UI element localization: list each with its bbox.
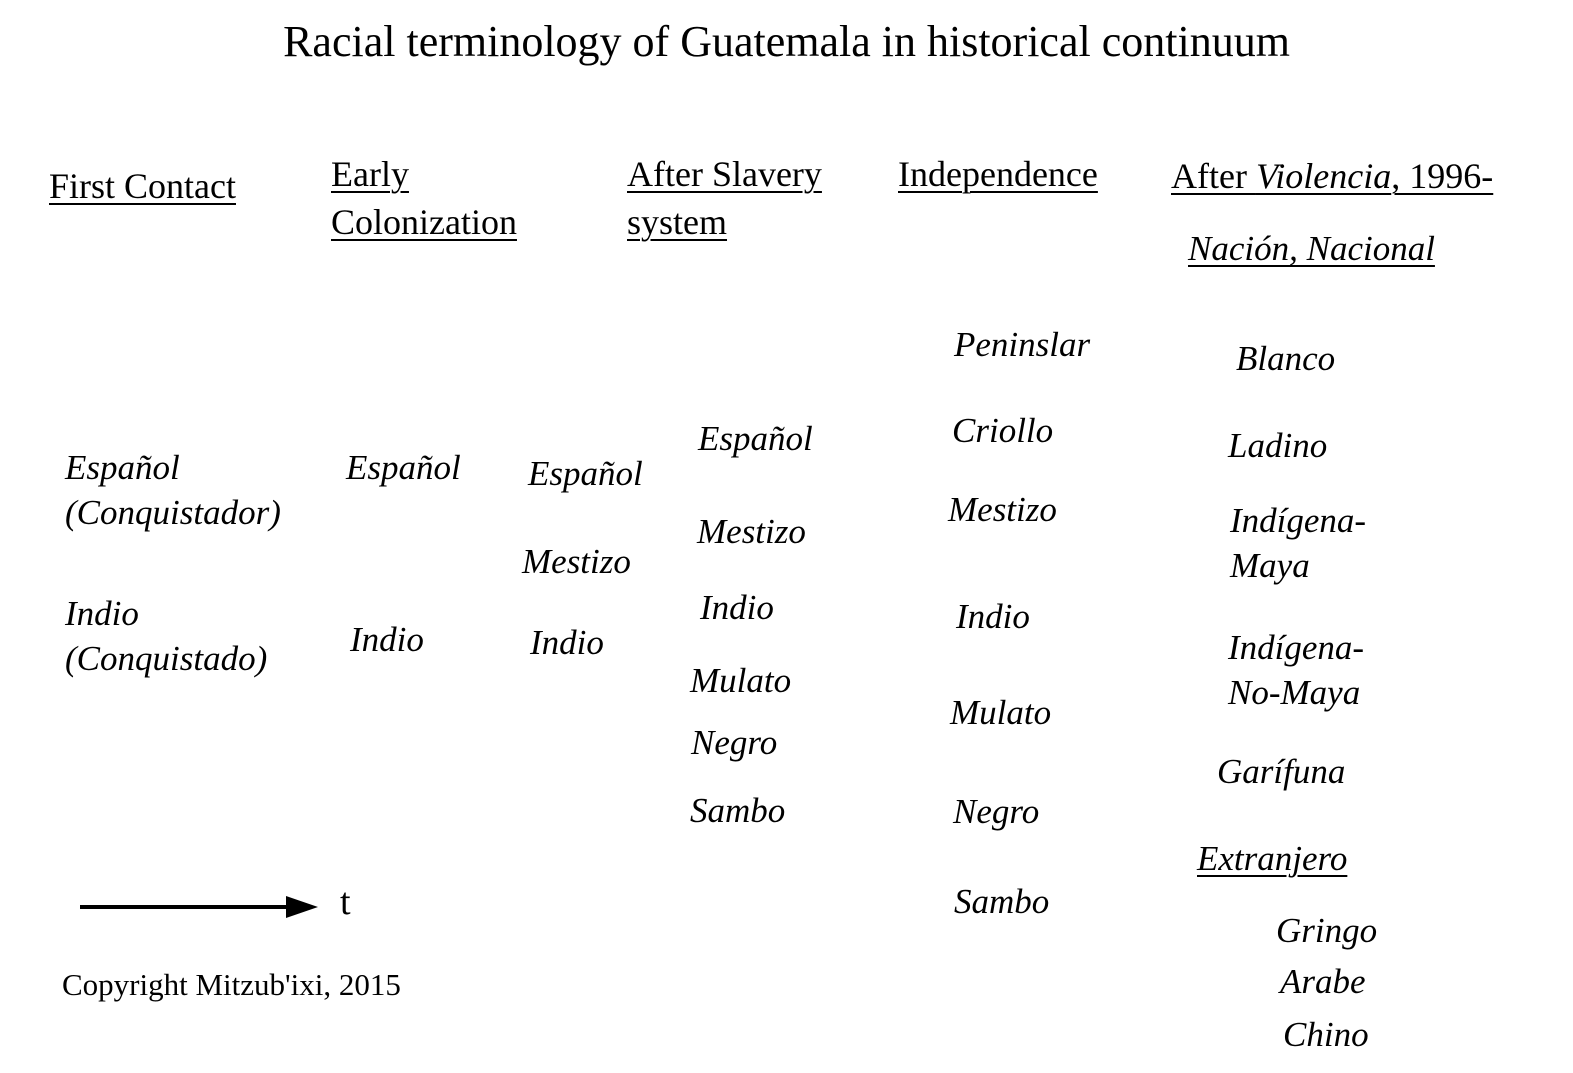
time-axis-label: t xyxy=(340,881,351,923)
header-independence: Independence xyxy=(898,154,1098,194)
subheader-extranjero: Extranjero xyxy=(1197,839,1348,878)
subheader-nacion: Nación, Nacional xyxy=(1188,229,1435,268)
header-after-slavery-line2: system xyxy=(627,202,728,242)
term-criollo: Criollo xyxy=(952,411,1054,450)
header-first-contact: First Contact xyxy=(49,166,236,206)
term-indio: Indio xyxy=(530,623,604,662)
term-indigena-no-maya xyxy=(1228,625,1364,715)
header-after-slavery-line1: After Slavery xyxy=(627,154,822,194)
term-mulato: Mulato xyxy=(950,693,1052,732)
term-line: Indígena- xyxy=(1230,501,1367,540)
term-indio-conquistado xyxy=(65,591,267,681)
term-chino: Chino xyxy=(1283,1015,1369,1054)
header-after-slavery xyxy=(627,150,822,246)
term-ladino: Ladino xyxy=(1228,426,1328,465)
term-blanco: Blanco xyxy=(1236,339,1336,378)
header-after-violencia xyxy=(1171,152,1493,200)
header-early-colonization-line2: Colonization xyxy=(331,202,517,242)
term-espanol: Español xyxy=(346,448,461,487)
term-sambo: Sambo xyxy=(954,882,1050,921)
time-arrow-icon xyxy=(78,893,323,921)
term-sambo: Sambo xyxy=(690,791,786,830)
copyright-notice: Copyright Mitzub'ixi, 2015 xyxy=(62,967,401,1002)
term-mestizo: Mestizo xyxy=(948,490,1057,529)
term-indigena-maya xyxy=(1230,498,1366,588)
header-after-violencia-suffix: , 1996- xyxy=(1391,156,1494,196)
term-line: Español xyxy=(65,448,180,487)
term-peninslar: Peninslar xyxy=(954,325,1091,364)
term-indio: Indio xyxy=(350,620,424,659)
term-mulato: Mulato xyxy=(690,661,792,700)
term-line: Indígena- xyxy=(1228,628,1365,667)
header-early-colonization xyxy=(331,150,517,246)
header-after-violencia-italic: Violencia xyxy=(1255,156,1392,196)
term-line: (Conquistador) xyxy=(65,493,281,532)
term-espanol: Español xyxy=(528,454,643,493)
term-espanol-conquistador xyxy=(65,445,281,535)
term-garifuna: Garífuna xyxy=(1217,752,1346,791)
diagram-title: Racial terminology of Guatemala in historical continuum xyxy=(283,17,1290,66)
term-arabe: Arabe xyxy=(1280,962,1366,1001)
time-arrow-head xyxy=(286,896,318,918)
term-mestizo: Mestizo xyxy=(522,542,631,581)
term-line: (Conquistado) xyxy=(65,639,268,678)
term-negro: Negro xyxy=(953,792,1040,831)
term-negro: Negro xyxy=(691,723,778,762)
term-line: Indio xyxy=(65,594,139,633)
term-indio: Indio xyxy=(956,597,1030,636)
term-indio: Indio xyxy=(700,588,774,627)
term-espanol: Español xyxy=(698,419,813,458)
term-line: No-Maya xyxy=(1228,673,1361,712)
header-early-colonization-line1: Early xyxy=(331,154,409,194)
header-after-violencia-prefix: After xyxy=(1171,156,1256,196)
term-mestizo: Mestizo xyxy=(697,512,806,551)
term-line: Maya xyxy=(1230,546,1310,585)
term-gringo: Gringo xyxy=(1276,911,1378,950)
